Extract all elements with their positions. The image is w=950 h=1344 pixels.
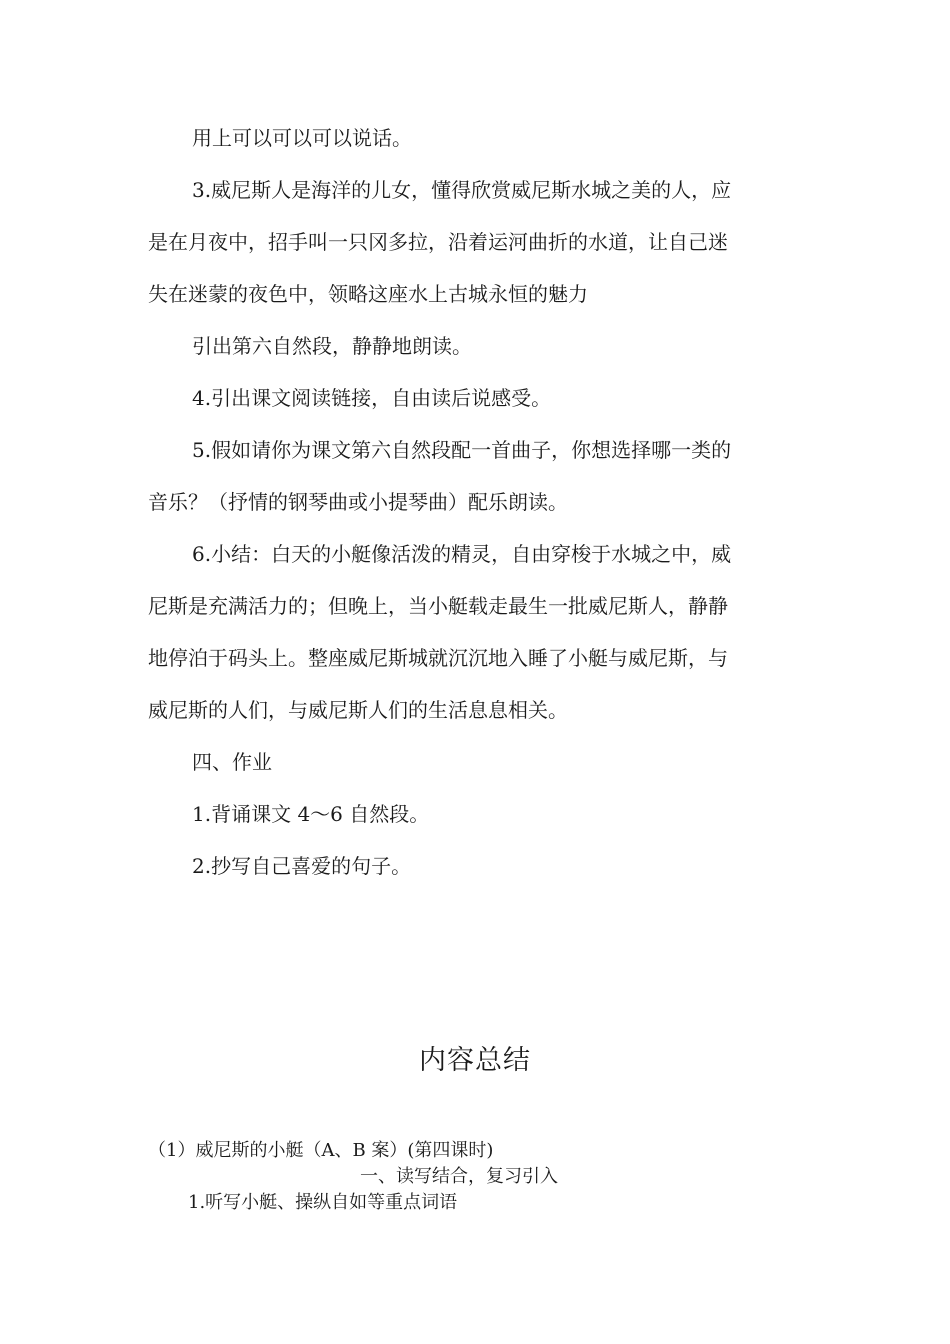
summary-title: 内容总结 [419, 1045, 531, 1076]
paragraph-line: 威尼斯的人们，与威尼斯人们的生活息息相关。 [148, 698, 568, 722]
paragraph-line: 用上可以可以可以说话。 [192, 126, 412, 150]
summary-line: 1.听写小艇、操纵自如等重点词语 [188, 1192, 458, 1213]
paragraph-line: 6.小结：白天的小艇像活泼的精灵，自由穿梭于水城之中，威 [192, 542, 732, 566]
paragraph-line: 4.引出课文阅读链接，自由读后说感受。 [192, 386, 552, 410]
summary-section [148, 1138, 808, 1216]
paragraph-line: 3.威尼斯人是海洋的儿女，懂得欣赏威尼斯水城之美的人，应 [192, 178, 732, 202]
paragraph-line: 音乐？（抒情的钢琴曲或小提琴曲）配乐朗读。 [148, 490, 568, 514]
homework-item: 2.抄写自己喜爱的句子。 [192, 854, 412, 878]
homework-item: 1.背诵课文 4～6 自然段。 [192, 802, 430, 826]
paragraph-line: 尼斯是充满活力的；但晚上，当小艇载走最生一批威尼斯人，静静 [148, 594, 728, 618]
paragraph-line: 引出第六自然段，静静地朗读。 [192, 334, 472, 358]
summary-line: （1）威尼斯的小艇（A、B 案）(第四课时) [148, 1140, 494, 1161]
paragraph-line: 是在月夜中，招手叫一只冈多拉，沿着运河曲折的水道，让自己迷 [148, 230, 728, 254]
paragraph-line: 失在迷蒙的夜色中，领略这座水上古城永恒的魅力 [148, 282, 588, 306]
summary-line: 一、读写结合，复习引入 [360, 1166, 558, 1187]
paragraph-line: 地停泊于码头上。整座威尼斯城就沉沉地入睡了小艇与威尼斯，与 [148, 646, 728, 670]
paragraph-line: 5.假如请你为课文第六自然段配一首曲子，你想选择哪一类的 [192, 438, 732, 462]
document-body [148, 112, 808, 892]
section-heading-homework: 四、作业 [192, 750, 272, 774]
